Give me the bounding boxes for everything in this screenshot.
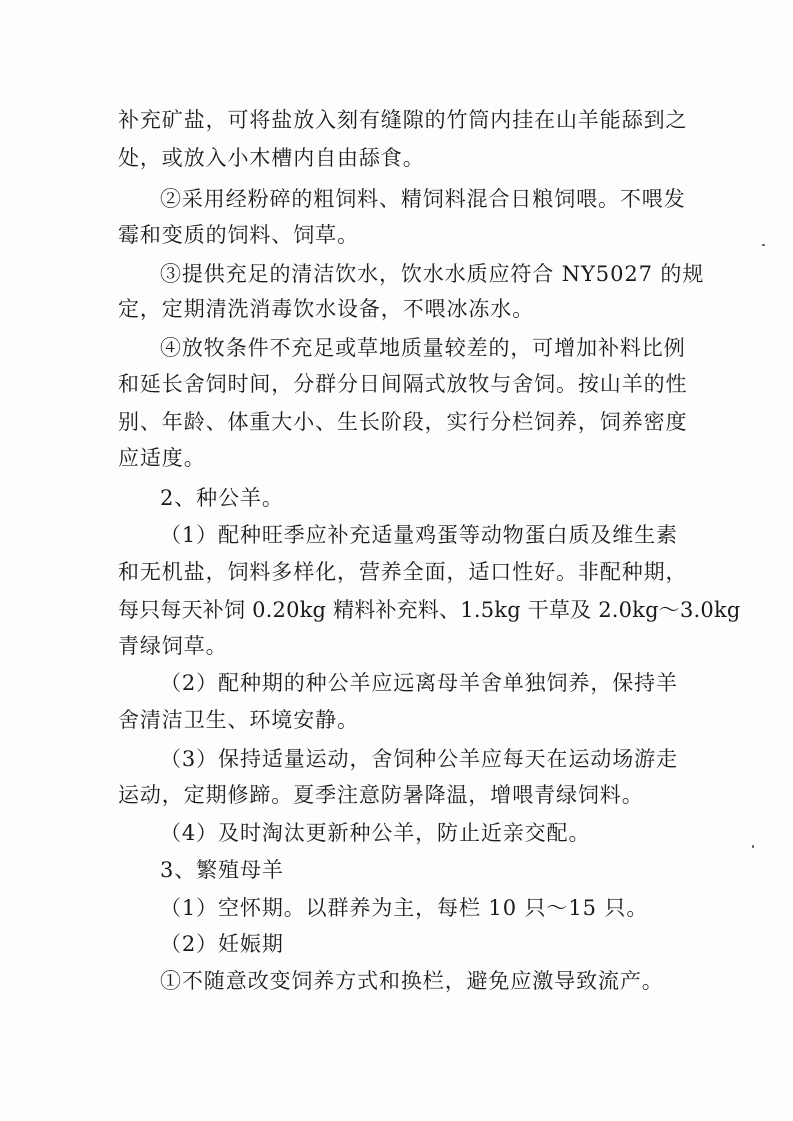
text-line: 和延长舍饲时间，分群分日间隔式放牧与舍饲。按山羊的性	[118, 372, 688, 396]
text-line: （2）妊娠期	[160, 932, 284, 956]
text-line: 霉和变质的饲料、饲草。	[118, 223, 359, 247]
text-line: （3）保持适量运动，舍饲种公羊应每天在运动场游走	[160, 747, 678, 771]
text-line: ②采用经粉碎的粗饲料、精饲料混合日粮饲喂。不喂发	[160, 187, 686, 211]
text-line: 别、年龄、体重大小、生长阶段，实行分栏饲养，饲养密度	[118, 410, 688, 434]
text-line: （4）及时淘汰更新种公羊，防止近亲交配。	[160, 821, 591, 845]
text-line: （1）配种旺季应补充适量鸡蛋等动物蛋白质及维生素	[160, 523, 678, 547]
text-line: 和无机盐，饲料多样化，营养全面，适口性好。非配种期，	[118, 560, 688, 584]
text-line: 应适度。	[118, 446, 206, 470]
text-line: 舍清洁卫生、环境安静。	[118, 708, 359, 732]
section-heading: 2、种公羊。	[160, 486, 284, 510]
text-line: 运动，定期修蹄。夏季注意防暑降温，增喂青绿饲料。	[118, 783, 644, 807]
text-line: ④放牧条件不充足或草地质量较差的，可增加补料比例	[160, 336, 686, 360]
text-line: 定，定期清洗消毒饮水设备，不喂冰冻水。	[118, 297, 535, 321]
text-line: 青绿饲草。	[118, 634, 228, 658]
text-line: 补充矿盐，可将盐放入刻有缝隙的竹筒内挂在山羊能舔到之	[118, 108, 688, 132]
text-line: ③提供充足的清洁饮水，饮水水质应符合 NY5027 的规	[160, 262, 705, 286]
text-line: （1）空怀期。以群养为主，每栏 10 只～15 只。	[160, 896, 649, 920]
text-line: ①不随意改变饲养方式和换栏，避免应激导致流产。	[160, 969, 664, 993]
text-line: 每只每天补饲 0.20kg 精料补充料、1.5kg 干草及 2.0kg～3.0kg	[118, 598, 741, 622]
scan-speck	[752, 845, 754, 848]
text-line: 处，或放入小木槽内自由舔食。	[118, 146, 425, 170]
text-line: （2）配种期的种公羊应远离母羊舍单独饲养，保持羊	[160, 671, 678, 695]
scan-speck	[762, 244, 765, 246]
section-heading: 3、繁殖母羊	[160, 858, 284, 882]
